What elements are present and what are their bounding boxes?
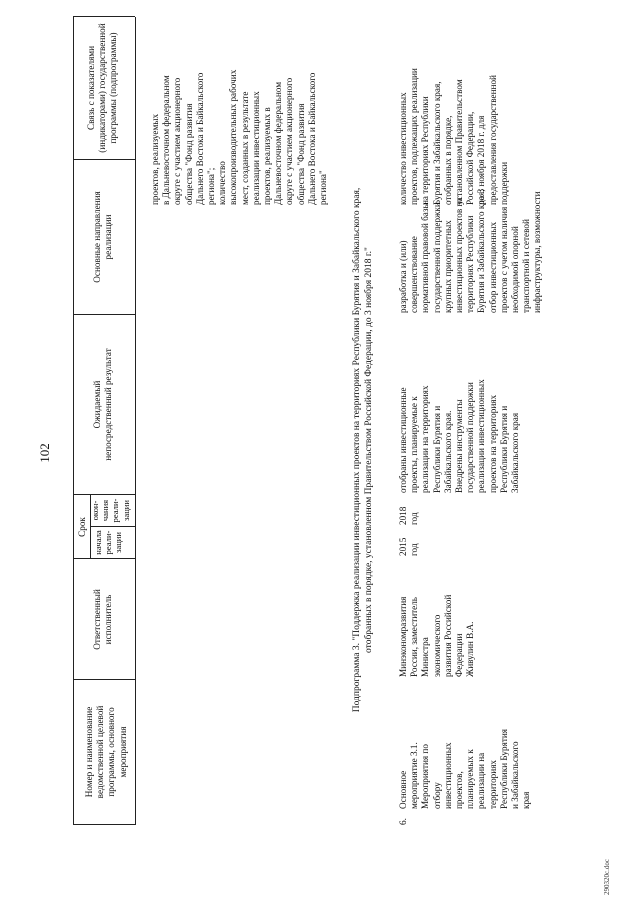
header-bottom-border (135, 17, 136, 825)
row-event-name: Основное мероприятие 3.1. Мероприятия по отбору инвестиционных проектов, планируемых к реализации на территориях Республики Бурятия и Забайкальского края (398, 728, 532, 809)
table-right-border (73, 16, 135, 17)
header-executor: Ответственный исполнитель (92, 589, 114, 650)
page-number: 102 (37, 443, 52, 463)
row-end-year: 2018 год (398, 506, 420, 525)
header-number-name: Номер и наименование ведомственной целевой программы, основного мероприятия (84, 705, 128, 799)
header-end: окон- чания реали- зации (90, 498, 131, 523)
header-result: Ожидаемый непосредственный результат (92, 348, 114, 461)
col-divider-6 (73, 159, 135, 160)
col-divider-1 (73, 679, 135, 680)
header-term: Срок (77, 517, 87, 537)
row-indicators: количество инвестиционных проектов, подлежащих реализации на территориях Республики Бурятия и Забайкальского края, отобранных в порядке, установленном Правительством Российской Федерации, до 3 ноября 2018 г. для предоставления государственной поддержки (398, 68, 509, 205)
header-directions: Основные направления реализации (92, 191, 114, 283)
subprogram-title: Подпрограмма 3. "Поддержка реализации инвестиционных проектов на территориях Республики Бурятия и Забайкальского края, отобранных в порядке, установленном Правительством Российской Федерации, до 3 ноября 2018 г." (352, 187, 374, 713)
document-code: 290320с.doc (603, 859, 611, 895)
header-indicators: Связь с показателями (индикаторами) государственной программы (подпрограммы) (86, 23, 119, 153)
continued-indicators-text: проектов, реализуемых в Дальневосточном федеральном округе с участием акционерного общества "Фонд развития Дальнего Востока и Байкальского региона"; количество высокопроизводительных рабочих мест, созданных в результате реализации инвестиционных проектов, реализуемых в Дальневосточном федеральном округе с участием акционерного общества "Фонд развития Дальнего Востока и Байкальского региона" (150, 69, 329, 205)
table-top-border (73, 17, 74, 825)
table-left-border (73, 824, 135, 825)
row-executor: Минэкономразвития России, заместитель Министра экономического развития Российской Федерации Живулин В.А. (398, 594, 476, 677)
row-start-year: 2015 год (398, 537, 420, 556)
row-directions: разработка и (или) совершенствование нормативной правовой базы государственной поддержки крупных приоритетных инвестиционных проектов на территориях Республики Бурятия и Забайкальского края; отбор инвестиционных проектов с учетом наличия необходимой опорной транспортной и сетевой инфраструктуры, возможности (398, 189, 543, 313)
row-result: отобраны инвестиционные проекты, планируемые к реализации на территориях Республики Бурятия и Забайкальского края. Внедрены инструменты государственной поддержки реализации инвестиционных проектов на территориях Республики Бурятия и Забайкальского края (398, 379, 521, 493)
row-number: 6. (398, 818, 408, 825)
col-divider-5 (73, 314, 135, 315)
header-start: начала реали- зации (93, 530, 124, 555)
